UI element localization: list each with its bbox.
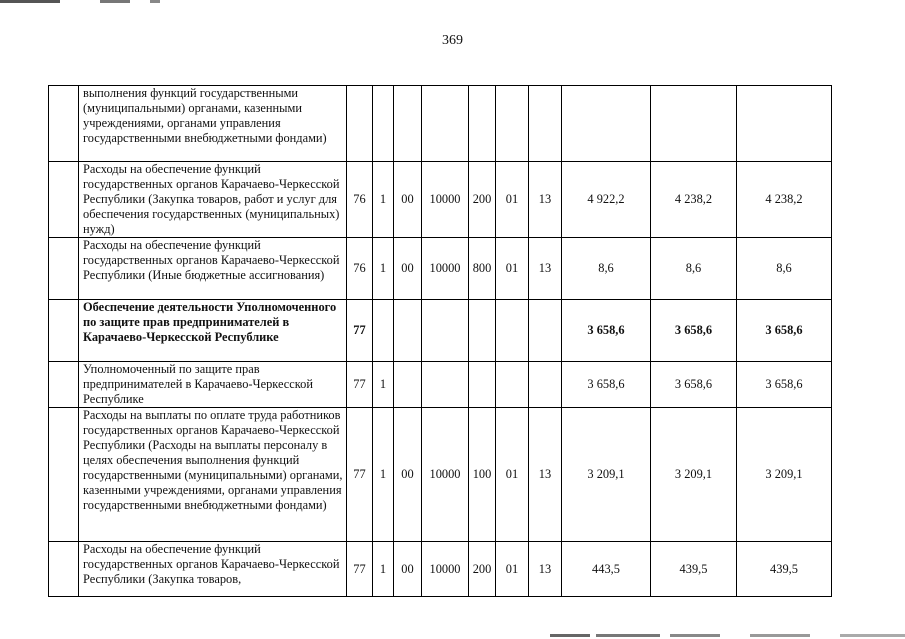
row-name: Расходы на обеспечение функций государственных органов Карачаево-Черкесской Республики (Иные бюджетные ассигнования) (79, 238, 347, 300)
cell-c1 (496, 300, 529, 362)
row-name: Уполномоченный по защите прав предпринимателей в Карачаево-Черкесской Республике (79, 362, 347, 408)
cell-v3: 4 238,2 (737, 162, 832, 238)
cell-pr: 00 (394, 542, 422, 597)
blank-cell (49, 86, 79, 162)
cell-rz: 1 (373, 542, 394, 597)
cell-c1: 01 (496, 238, 529, 300)
cell-pr (394, 86, 422, 162)
page-number: 369 (442, 33, 463, 48)
cell-v1: 4 922,2 (562, 162, 651, 238)
table-row (49, 300, 832, 362)
cell-pr: 00 (394, 238, 422, 300)
cell-v2: 3 658,6 (651, 362, 737, 408)
cell-csr: 10000 (422, 238, 469, 300)
blank-cell (49, 542, 79, 597)
cell-rz: 1 (373, 408, 394, 542)
blank-cell (49, 238, 79, 300)
cell-c1 (496, 362, 529, 408)
scan-edge-top (0, 0, 300, 3)
cell-v2: 3 658,6 (651, 300, 737, 362)
cell-csr: 10000 (422, 542, 469, 597)
cell-gr: 76 (347, 238, 373, 300)
cell-c2: 13 (529, 408, 562, 542)
cell-vr (469, 300, 496, 362)
cell-c2: 13 (529, 542, 562, 597)
cell-v1: 3 209,1 (562, 408, 651, 542)
blank-cell (49, 162, 79, 238)
cell-c1: 01 (496, 162, 529, 238)
cell-csr (422, 300, 469, 362)
cell-rz: 1 (373, 162, 394, 238)
cell-c1: 01 (496, 408, 529, 542)
cell-v2 (651, 86, 737, 162)
table-row (49, 86, 832, 162)
cell-gr: 76 (347, 162, 373, 238)
cell-v3: 439,5 (737, 542, 832, 597)
table-row (49, 162, 832, 238)
blank-cell (49, 408, 79, 542)
blank-cell (49, 300, 79, 362)
cell-c2 (529, 86, 562, 162)
cell-c2: 13 (529, 162, 562, 238)
cell-rz: 1 (373, 362, 394, 408)
cell-rz (373, 300, 394, 362)
cell-vr (469, 362, 496, 408)
cell-pr (394, 300, 422, 362)
cell-v1: 3 658,6 (562, 362, 651, 408)
row-name: Расходы на обеспечение функций государственных органов Карачаево-Черкесской Республики (Закупка товаров, (79, 542, 347, 597)
table-row (49, 408, 832, 542)
cell-c1: 01 (496, 542, 529, 597)
cell-pr (394, 362, 422, 408)
table-row (49, 542, 832, 597)
cell-c2 (529, 300, 562, 362)
table-row (49, 238, 832, 300)
cell-csr (422, 362, 469, 408)
cell-v1 (562, 86, 651, 162)
cell-v1: 443,5 (562, 542, 651, 597)
cell-c2: 13 (529, 238, 562, 300)
cell-pr: 00 (394, 162, 422, 238)
cell-csr: 10000 (422, 408, 469, 542)
scan-edge-bottom (550, 634, 905, 637)
cell-v2: 3 209,1 (651, 408, 737, 542)
row-name: Расходы на выплаты по оплате труда работников государственных органов Карачаево-Черкесской Республики (Расходы на выплаты персоналу в целях обеспечения выполнения функций государственными (муниципальными) органами, казенными учреждениями, органами управления государственными внебюджетными фондами) (79, 408, 347, 542)
cell-gr (347, 86, 373, 162)
cell-vr (469, 86, 496, 162)
cell-vr: 200 (469, 162, 496, 238)
cell-vr: 100 (469, 408, 496, 542)
budget-table (48, 85, 832, 597)
cell-gr: 77 (347, 408, 373, 542)
cell-v3: 8,6 (737, 238, 832, 300)
blank-cell (49, 362, 79, 408)
cell-vr: 800 (469, 238, 496, 300)
cell-vr: 200 (469, 542, 496, 597)
row-name: выполнения функций государственными (муниципальными) органами, казенными учреждениями, органами управления государственными внебюджетными фондами) (79, 86, 347, 162)
cell-gr: 77 (347, 300, 373, 362)
cell-v3 (737, 86, 832, 162)
row-name: Расходы на обеспечение функций государственных органов Карачаево-Черкесской Республики (Закупка товаров, работ и услуг для обеспечения государственных (муниципальных) нужд) (79, 162, 347, 238)
cell-v2: 4 238,2 (651, 162, 737, 238)
cell-gr: 77 (347, 542, 373, 597)
cell-rz: 1 (373, 238, 394, 300)
cell-v1: 8,6 (562, 238, 651, 300)
cell-c2 (529, 362, 562, 408)
cell-gr: 77 (347, 362, 373, 408)
cell-pr: 00 (394, 408, 422, 542)
table-row (49, 362, 832, 408)
cell-c1 (496, 86, 529, 162)
cell-csr (422, 86, 469, 162)
cell-v2: 8,6 (651, 238, 737, 300)
cell-v3: 3 658,6 (737, 300, 832, 362)
cell-csr: 10000 (422, 162, 469, 238)
cell-rz (373, 86, 394, 162)
cell-v3: 3 658,6 (737, 362, 832, 408)
cell-v2: 439,5 (651, 542, 737, 597)
cell-v1: 3 658,6 (562, 300, 651, 362)
cell-v3: 3 209,1 (737, 408, 832, 542)
row-name: Обеспечение деятельности Уполномоченного по защите прав предпринимателей в Карачаево-Черкесской Республике (79, 300, 347, 362)
